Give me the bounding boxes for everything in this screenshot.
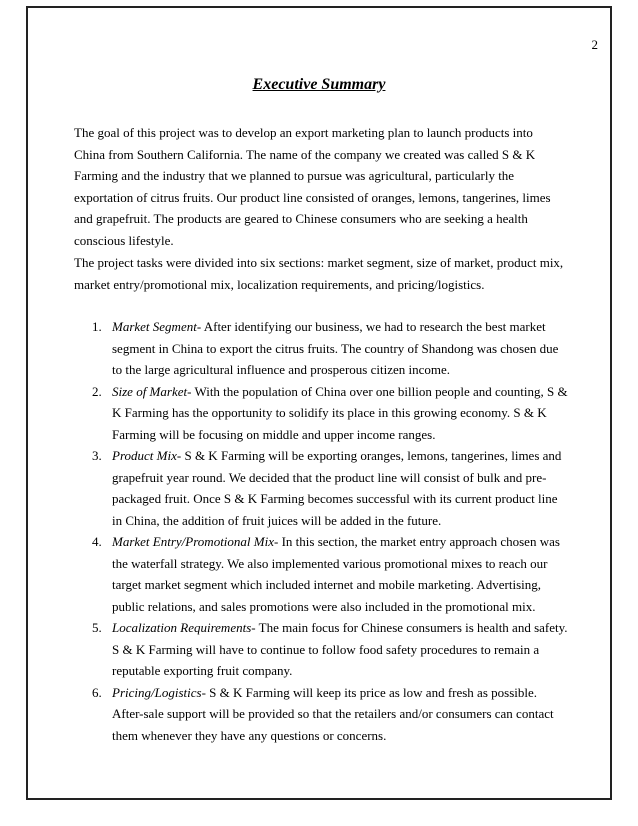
item-term: Size of Market (112, 383, 188, 399)
intro-paragraph: The goal of this project was to develop an export marketing plan to launch products into China from Southern California. The name of the company we created was called S & K Farming and the industry that we planned to pursue was agricultural, particularly the exportation of citrus fruits. Our product line consisted of oranges, lemons, tangerines, limes and grapefruit. The products are geared to Chinese consumers who are seeking a health conscious lifestyle. (74, 125, 551, 248)
list-item (74, 316, 570, 381)
tasks-paragraph: The project tasks were divided into six sections: market segment, size of market, product mix, market entry/promotional mix, localization requirements, and pricing/logistics. (74, 255, 564, 292)
list-item (74, 682, 570, 747)
item-text: With the population of China over one billion people and counting, S & K Farming has the opportunity to solidify its place in this growing economy. S & K Farming will be focusing on middle and upper income ranges. (112, 383, 568, 442)
sections-list (74, 316, 570, 746)
item-term: Market Entry/Promotional Mix (112, 534, 274, 549)
item-separator: - (251, 620, 256, 635)
item-number: 3. (92, 448, 102, 463)
item-text: S & K Farming will be exporting oranges, lemons, tangerines, limes and grapefruit year round. We decided that the product line will consist of bulk and pre-packaged fruit. Once S & K Farming becomes successful with its current product line in China, the addition of fruit juices will be added in the future. (112, 448, 562, 528)
item-separator: - (201, 684, 206, 700)
item-text: In this section, the market entry approach chosen was the waterfall strategy. We also implemented various promotional mixes to reach our target market segment which included internet and mobile marketing. Advertising, public relations, and sales promotions were also included in the promotional mix. (112, 534, 560, 614)
item-separator: - (187, 383, 192, 399)
list-item (74, 531, 570, 617)
item-term: Pricing/Logistics (112, 684, 202, 700)
list-item (74, 381, 570, 446)
item-term: Localization Requirements (112, 620, 252, 635)
list-item (74, 617, 570, 682)
item-number: 2. (92, 383, 102, 399)
list-item (74, 445, 570, 531)
item-number: 1. (92, 319, 102, 334)
page-title: Executive Summary (252, 76, 386, 93)
item-number: 5. (92, 620, 102, 635)
item-separator: - (274, 534, 279, 549)
item-number: 6. (92, 684, 102, 700)
item-separator: - (176, 448, 182, 463)
item-text: The main focus for Chinese consumers is health and safety. S & K Farming will have to continue to follow food safety procedures to remain a reputable exporting fruit company. (112, 620, 568, 678)
item-term: Product Mix (112, 448, 177, 463)
page-number: 2 (591, 37, 598, 52)
item-text: S & K Farming will keep its price as low and fresh as possible. After-sale support will be provided so that the retailers and/or consumers can contact them whenever they have any questions or concerns. (112, 684, 554, 743)
item-term: Market Segment (112, 319, 197, 334)
item-number: 4. (92, 534, 102, 549)
item-separator: - (196, 319, 202, 334)
item-text: After identifying our business, we had to research the best market segment in China to export the citrus fruits. The country of Shandong was chosen due to the large agricultural influence and prosperous citizen income. (112, 319, 559, 377)
